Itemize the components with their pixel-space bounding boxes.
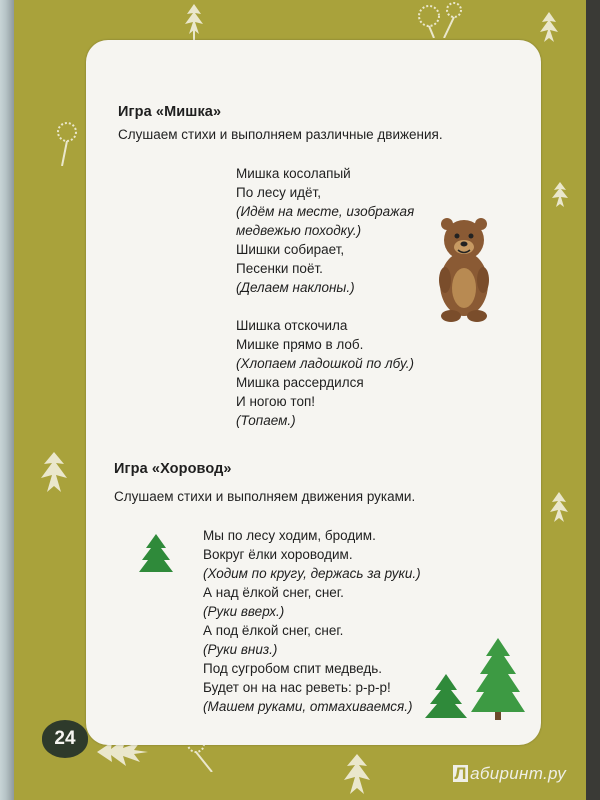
- game2-line: (Машем руками, отмахиваемся.): [203, 699, 413, 714]
- site-watermark: [453, 764, 566, 784]
- game2-line: Вокруг ёлки хороводим.: [203, 547, 353, 562]
- book-cover-border: [14, 0, 586, 800]
- book-spine: [0, 0, 14, 800]
- game1-line: (Хлопаем ладошкой по лбу.): [236, 356, 415, 371]
- dandelion-icon: [544, 490, 574, 536]
- game2-poem: [203, 526, 421, 716]
- game1-line: (Делаем наклоны.): [236, 280, 355, 295]
- game2-line: Будет он на нас реветь: р-р-р!: [203, 680, 391, 695]
- game1-line: Песенки поёт.: [236, 261, 323, 276]
- game1-title: Игра «Мишка»: [118, 104, 222, 120]
- game1-line: Шишки собирает,: [236, 242, 345, 257]
- game1-line: По лесу идёт,: [236, 185, 321, 200]
- game2-line: (Руки вверх.): [203, 604, 285, 619]
- game2-line: (Руки вниз.): [203, 642, 278, 657]
- game2-line: Под сугробом спит медведь.: [203, 661, 383, 676]
- game1-line: Мишка рассердился: [236, 375, 364, 390]
- game2-line: А над ёлкой снег, снег.: [203, 585, 344, 600]
- game1-line: [236, 297, 414, 316]
- game2-line: А под ёлкой снег, снег.: [203, 623, 344, 638]
- dandelion-icon: [34, 448, 74, 504]
- game1-line: Мишка косолапый: [236, 166, 351, 181]
- dandelion-icon: [179, 2, 209, 44]
- game1-line: Мишке прямо в лоб.: [236, 337, 364, 352]
- game1-line: медвежью походку.): [236, 223, 362, 238]
- game1-line: (Топаем.): [236, 413, 296, 428]
- game1-line: (Идём на месте, изображая: [236, 204, 415, 219]
- game1-subtitle: Слушаем стихи и выполняем различные движения.: [118, 127, 443, 142]
- dandelion-icon: [332, 750, 382, 796]
- bear-illustration: [431, 212, 497, 329]
- watermark-logo: Л: [454, 764, 467, 783]
- fir-tree-medium: [424, 672, 468, 725]
- dandelion-icon: [414, 2, 474, 38]
- watermark-text: абиринт.ру: [470, 764, 566, 783]
- page-number-badge: 24: [42, 720, 88, 758]
- dandelion-icon: [534, 10, 564, 50]
- game2-subtitle: Слушаем стихи и выполняем движения руками.: [114, 489, 416, 504]
- content-page: [86, 40, 541, 745]
- fir-tree-small: [138, 532, 174, 579]
- dandelion-icon: [52, 120, 82, 166]
- game2-line: Мы по лесу ходим, бродим.: [203, 528, 376, 543]
- game1-line: И ногою топ!: [236, 394, 316, 409]
- fir-tree-large: [470, 636, 526, 727]
- game1-poem: [236, 164, 414, 430]
- game1-line: Шишка отскочила: [236, 318, 348, 333]
- dandelion-icon: [548, 180, 572, 220]
- game2-title: Игра «Хоровод»: [114, 461, 232, 477]
- game2-line: (Ходим по кругу, держась за руки.): [203, 566, 421, 581]
